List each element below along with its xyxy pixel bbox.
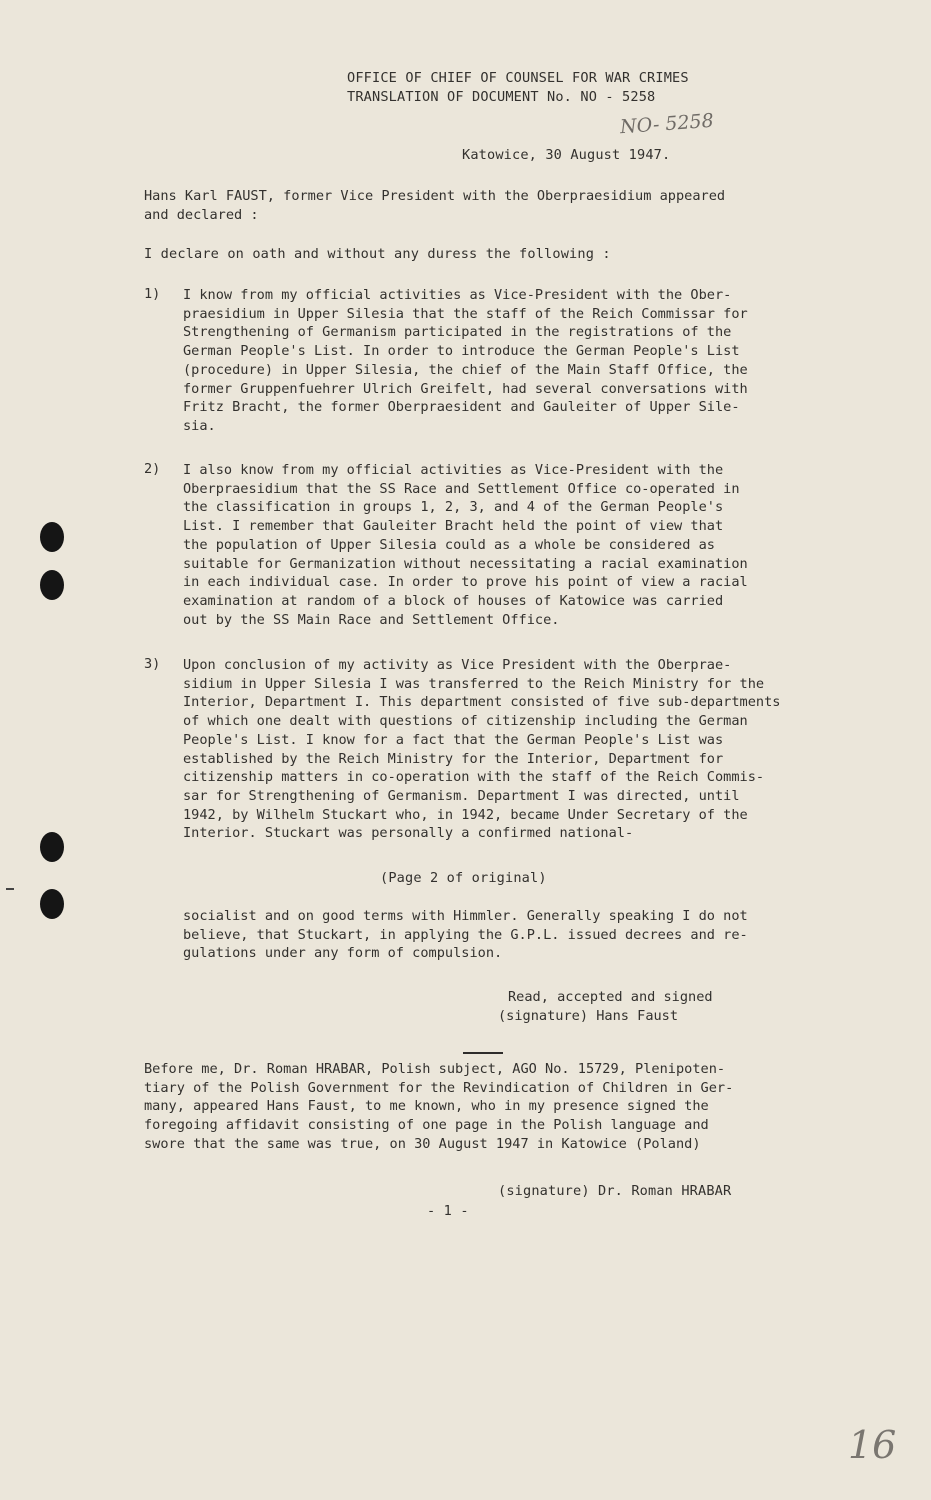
item-line: in each individual case. In order to prove his point of view a racial: [183, 574, 748, 591]
item-number: 2): [144, 461, 161, 477]
item-line: former Gruppenfuehrer Ulrich Greifelt, had several conversations with: [183, 380, 748, 397]
certification-line: tiary of the Polish Government for the Revindication of Children in Ger-: [144, 1079, 734, 1096]
item-line: sidium in Upper Silesia I was transferred to the Reich Ministry for the: [183, 675, 765, 692]
punch-hole: [40, 832, 64, 862]
punch-hole: [40, 522, 64, 552]
item-line: 1942, by Wilhelm Stuckart who, in 1942, became Under Secretary of the: [183, 806, 748, 823]
item-line: citizenship matters in co-operation with the staff of the Reich Commis-: [183, 769, 765, 786]
item-line: out by the SS Main Race and Settlement Office.: [183, 611, 560, 628]
item-line: Strengthening of Germanism participated in the registrations of the: [183, 324, 732, 341]
item-line: established by the Reich Ministry for the Interior, Department for: [183, 750, 724, 767]
signature-block: [498, 988, 713, 1025]
item-line: the population of Upper Silesia could as a whole be considered as: [183, 536, 715, 553]
item-number: 1): [144, 286, 161, 302]
item-line: praesidium in Upper Silesia that the staff of the Reich Commissar for: [183, 305, 748, 322]
item-line: German People's List. In order to introduce the German People's List: [183, 343, 740, 360]
pencil-page-mark: 16: [848, 1423, 897, 1467]
item-line: Interior. Stuckart was personally a confirmed national-: [183, 825, 634, 842]
continuation-paragraph: [183, 907, 748, 963]
item-line: (procedure) in Upper Silesia, the chief of the Main Staff Office, the: [183, 361, 748, 378]
handwritten-document-number: NO- 5258: [619, 109, 715, 139]
item-number: 3): [144, 656, 161, 672]
punch-hole: [40, 570, 64, 600]
item-2-paragraph: [183, 461, 748, 629]
item-line: suitable for Germanization without necessitating a racial examination: [183, 555, 748, 572]
declaration-statement: I declare on oath and without any duress the following :: [144, 246, 611, 262]
certification-paragraph: [144, 1060, 733, 1154]
item-line: List. I remember that Gauleiter Bracht held the point of view that: [183, 518, 724, 535]
item-line: of which one dealt with questions of citizenship including the German: [183, 713, 748, 730]
final-signature: (signature) Dr. Roman HRABAR: [498, 1183, 732, 1199]
item-line: Oberpraesidium that the SS Race and Settlement Office co-operated in: [183, 480, 740, 497]
page-number: - 1 -: [427, 1203, 469, 1219]
margin-mark: [6, 888, 14, 890]
punch-hole: [40, 889, 64, 919]
item-line: the classification in groups 1, 2, 3, and 4 of the German People's: [183, 499, 724, 516]
item-line: sia.: [183, 417, 216, 434]
intro-paragraph: [144, 187, 725, 224]
signature-name: (signature) Hans Faust: [498, 1007, 679, 1024]
continuation-line: believe, that Stuckart, in applying the G.P.L. issued decrees and re-: [183, 926, 748, 943]
item-line: I know from my official activities as Vice-President with the Ober-: [183, 287, 732, 303]
item-1-paragraph: [183, 286, 748, 436]
item-3-paragraph: [183, 656, 780, 843]
certification-line: many, appeared Hans Faust, to me known, who in my presence signed the: [144, 1098, 709, 1115]
item-line: Upon conclusion of my activity as Vice President with the Oberprae-: [183, 657, 732, 673]
item-line: Interior, Department I. This department consisted of five sub-departments: [183, 694, 781, 711]
document-date: Katowice, 30 August 1947.: [462, 147, 671, 163]
signature-caption: Read, accepted and signed: [508, 989, 713, 1005]
item-line: examination at random of a block of houses of Katowice was carried: [183, 592, 724, 609]
certification-line: Before me, Dr. Roman HRABAR, Polish subject, AGO No. 15729, Plenipoten-: [144, 1061, 726, 1077]
intro-line: Hans Karl FAUST, former Vice President with the Oberpraesidium appeared: [144, 188, 726, 204]
item-line: I also know from my official activities as Vice-President with the: [183, 462, 724, 478]
certification-line: swore that the same was true, on 30 August 1947 in Katowice (Poland): [144, 1135, 701, 1152]
item-line: sar for Strengthening of Germanism. Department I was directed, until: [183, 787, 740, 804]
separator-line: [463, 1052, 503, 1054]
page-marker: (Page 2 of original): [380, 870, 547, 886]
item-line: Fritz Bracht, the former Oberpraesident and Gauleiter of Upper Sile-: [183, 399, 740, 416]
continuation-line: socialist and on good terms with Himmler. Generally speaking I do not: [183, 908, 748, 924]
certification-line: foregoing affidavit consisting of one page in the Polish language and: [144, 1117, 709, 1134]
intro-line: and declared :: [144, 206, 259, 223]
continuation-line: gulations under any form of compulsion.: [183, 945, 503, 962]
header-document-number: TRANSLATION OF DOCUMENT No. NO - 5258: [347, 89, 656, 105]
header-title: OFFICE OF CHIEF OF COUNSEL FOR WAR CRIMES: [347, 70, 689, 86]
item-line: People's List. I know for a fact that the German People's List was: [183, 731, 724, 748]
